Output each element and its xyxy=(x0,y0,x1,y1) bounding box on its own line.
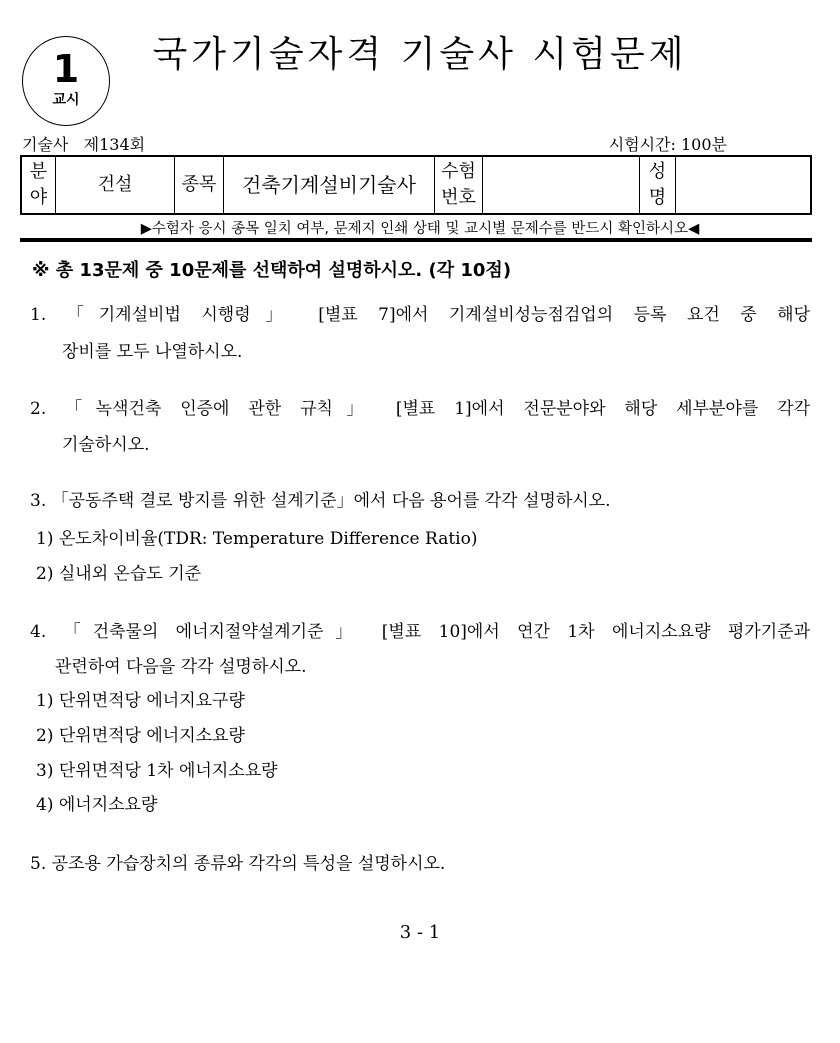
sub-item: 2) 실내외 온습도 기준 xyxy=(36,564,202,584)
field-label-1: 분 xyxy=(29,161,48,182)
question-text: 3. 「공동주택 결로 방지를 위한 설계기준」에서 다음 용어를 각각 설명하시오. xyxy=(30,491,611,511)
field-label xyxy=(21,156,56,214)
name-label-1: 성 xyxy=(648,161,667,182)
question-text: 장비를 모두 나열하시오. xyxy=(62,342,243,362)
divider xyxy=(20,238,812,242)
sub-item: 4) 에너지소요량 xyxy=(36,795,158,815)
sub-item: 1) 단위면적당 에너지요구량 xyxy=(36,691,245,711)
name-label-2: 명 xyxy=(648,187,667,208)
question-text: 기술하시오. xyxy=(62,435,150,455)
page-title: 국가기술자격 기술사 시험문제 xyxy=(152,34,688,75)
page-number: 3 - 1 xyxy=(399,922,441,943)
exam-round: 기술사 제134회 xyxy=(22,135,146,154)
notice: ▶수험자 응시 종목 일치 여부, 문제지 인쇄 상태 및 교시별 문제수를 반드시 확인하시오◀ xyxy=(140,221,700,237)
exam-no-label xyxy=(435,156,483,214)
name-field[interactable] xyxy=(676,156,812,214)
exam-no-field[interactable] xyxy=(483,156,640,214)
exam-no-label-2: 번호 xyxy=(441,187,476,208)
question-text: 5. 공조용 가습장치의 종류와 각각의 특성을 설명하시오. xyxy=(30,854,446,874)
question-text: 관련하여 다음을 각각 설명하시오. xyxy=(55,657,307,677)
sub-item: 3) 단위면적당 1차 에너지소요량 xyxy=(36,761,278,781)
question-text: 1. 「기계설비법 시행령」 [별표 7]에서 기계설비성능점검업의 등록 요건 중 해당 xyxy=(30,305,810,325)
period-label: 교시 xyxy=(52,92,80,108)
field-value: 건설 xyxy=(56,156,175,214)
exam-no-label-1: 수험 xyxy=(441,161,476,182)
field-label-2: 야 xyxy=(29,187,48,208)
instruction: ※ 총 13문제 중 10문제를 선택하여 설명하시오. (각 10점) xyxy=(32,260,512,281)
category-value: 건축기계설비기술사 xyxy=(224,156,435,214)
category-label: 종목 xyxy=(175,156,224,214)
question-text: 4. 「건축물의 에너지절약설계기준」 [별표 10]에서 연간 1차 에너지소요량 평가기준과 xyxy=(30,622,810,642)
question-text: 2. 「녹색건축 인증에 관한 규칙」 [별표 1]에서 전문분야와 해당 세부분야를 각각 xyxy=(30,399,810,419)
name-label xyxy=(640,156,676,214)
sub-item: 2) 단위면적당 에너지소요량 xyxy=(36,726,245,746)
sub-item: 1) 온도차이비율(TDR: Temperature Difference Ratio) xyxy=(36,529,478,549)
period-number: 1 xyxy=(52,47,80,91)
exam-info-table xyxy=(20,155,812,215)
exam-time: 시험시간: 100분 xyxy=(608,135,727,154)
